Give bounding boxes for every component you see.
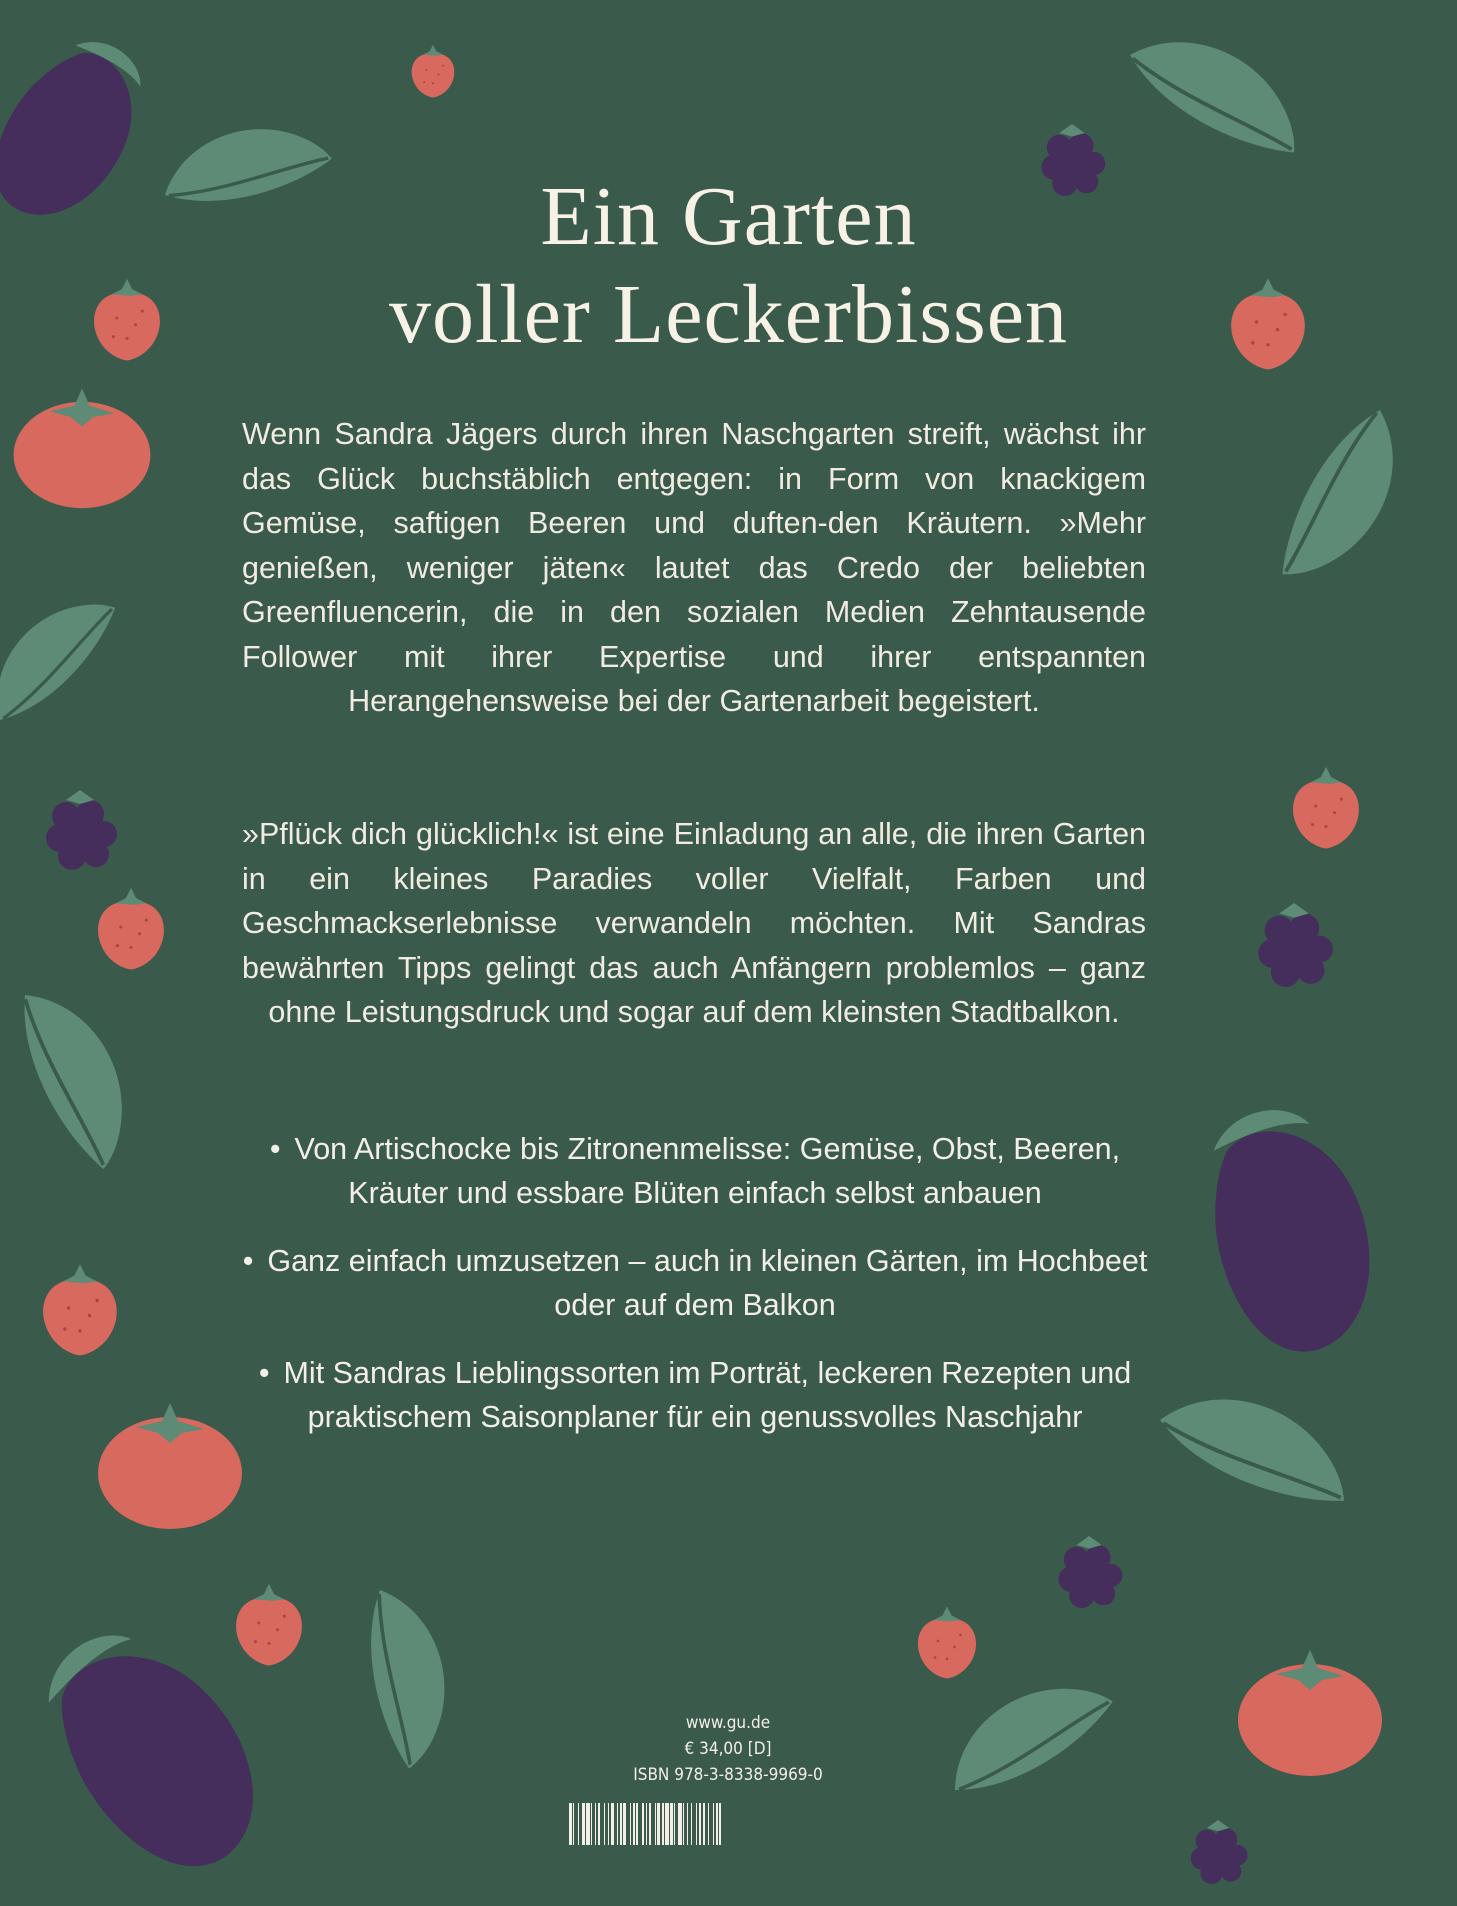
feature-item: • Ganz einfach umzusetzen – auch in kleinen Gärten, im Hochbeet oder auf dem Balkon xyxy=(230,1239,1160,1327)
strawberry-icon xyxy=(236,1584,302,1666)
eggplant-icon xyxy=(1200,1099,1382,1362)
description-paragraph-1: Wenn Sandra Jägers durch ihren Naschgarten streift, wächst ihr das Glück buchstäblich entgegen: in Form von knackigem Gemüse, saftigen Beeren und duften-den Kräutern. »Mehr genießen, weniger jäten« lautet das Credo der beliebten Greenfluencerin, die in den sozialen Medien Zehntausende Follower mit ihrer Expertise und ihrer entspannten Herangehensweise bei der Gartenarbeit begeistert. xyxy=(242,417,1146,718)
title-line-1: Ein Garten xyxy=(540,170,917,263)
strawberry-icon xyxy=(412,45,455,98)
leaf-icon xyxy=(1271,397,1418,601)
tomato-icon xyxy=(14,389,151,509)
feature-item: • Von Artischocke bis Zitronenmelisse: Gemüse, Obst, Beeren, Kräuter und essbare Blüten einfach selbst anbauen xyxy=(230,1127,1160,1215)
strawberry-icon xyxy=(1293,767,1359,849)
barcode xyxy=(569,1803,819,1845)
feature-item: • Mit Sandras Lieblingssorten im Porträt, leckeren Rezepten und praktischem Saisonplaner für ein genussvolles Naschjahr xyxy=(230,1351,1160,1439)
isbn: ISBN 978-3-8338-9969-0 xyxy=(633,1765,823,1785)
blackberry-icon xyxy=(1191,1820,1248,1884)
leaf-icon xyxy=(351,1580,465,1772)
tomato-icon xyxy=(98,1403,242,1529)
barcode-bar xyxy=(721,1803,724,1845)
leaf-icon xyxy=(1117,16,1321,163)
leaf-icon xyxy=(0,974,157,1176)
price: € 34,00 [D] xyxy=(684,1739,772,1759)
leaf-icon xyxy=(1150,1377,1364,1513)
leaf-icon xyxy=(0,574,123,737)
book-title xyxy=(0,168,1457,364)
title-line-2: voller Leckerbissen xyxy=(388,268,1069,361)
feature-list xyxy=(230,1127,1160,1463)
blackberry-icon xyxy=(1058,1536,1122,1608)
strawberry-icon xyxy=(918,1607,976,1679)
leaf-icon xyxy=(932,1654,1120,1815)
blackberry-icon xyxy=(46,790,117,870)
blackberry-icon xyxy=(1258,903,1333,987)
description-paragraph-2: »Pflück dich glücklich!« ist eine Einladung an alle, die ihren Garten in ein kleines Paradies voller Vielfalt, Farben und Geschmackserlebnisse verwandeln möchten. Mit Sandras bewährten Tipps gelingt das auch Anfängern problemlos – ganz ohne Leistungsdruck und sogar auf dem kleinsten Stadtbalkon. xyxy=(242,817,1146,1029)
tomato-icon xyxy=(1238,1650,1382,1776)
imprint xyxy=(568,1710,888,1788)
publisher-website: www.gu.de xyxy=(685,1713,771,1733)
strawberry-icon xyxy=(98,888,164,970)
strawberry-icon xyxy=(43,1264,117,1355)
